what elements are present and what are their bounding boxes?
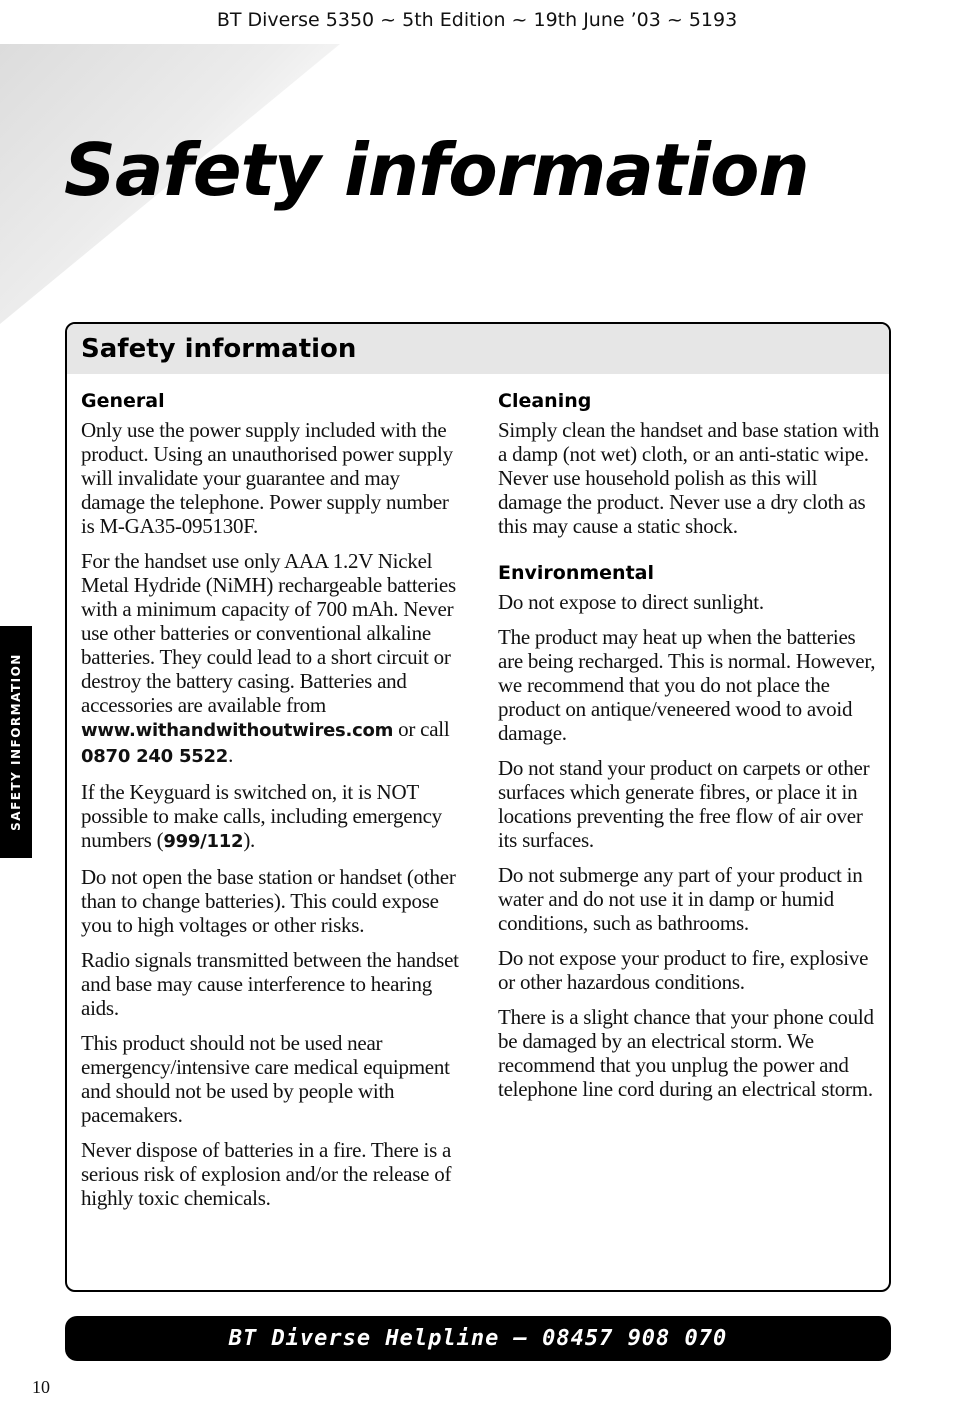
cleaning-heading: Cleaning [498,390,592,412]
keyguard-text: If the Keyguard is switched on, it is NOT possible to make calls, including emergency numbers ( [81,780,442,852]
side-section-tab [0,626,32,858]
environmental-paragraph-water: Do not submerge any part of your product in water and do not use it in damp or humid conditions, such as bathrooms. [498,863,863,935]
helpline-banner [65,1316,891,1361]
website-link[interactable]: www.withandwithoutwires.com [81,720,394,741]
panel-heading: Safety information [81,334,357,364]
left-column [81,390,461,1221]
general-paragraph-do-not-open: Do not open the base station or handset (other than to change batteries). This could expose you to high voltages or other risks. [81,865,456,937]
environmental-paragraph-storm: There is a slight chance that your phone could be damaged by an electrical storm. We recommend that you unplug the power and telephone line cord during an electrical storm. [498,1005,874,1101]
safety-information-panel [65,322,891,1292]
or-call-text: or call [393,717,450,741]
batteries-phone-number: 0870 240 5522 [81,746,229,767]
environmental-paragraph-sunlight: Do not expose to direct sunlight. [498,590,764,614]
page-title: Safety information [64,128,809,212]
general-paragraph-keyguard [81,780,461,854]
cleaning-paragraph: Simply clean the handset and base station with a damp (not wet) cloth, or an anti-static wipe. Never use household polish as this will damage the product. Never use a dry cloth as this may cause a static shock. [498,418,879,538]
general-paragraph-medical: This product should not be used near emergency/intensive care medical equipment and should not be used by people with pacemakers. [81,1031,450,1127]
general-paragraph-disposal: Never dispose of batteries in a fire. There is a serious risk of explosion and/or the release of highly toxic chemicals. [81,1138,452,1210]
page-number: 10 [32,1377,50,1397]
environmental-paragraph-fire: Do not expose your product to fire, explosive or other hazardous conditions. [498,946,869,994]
keyguard-end: ). [243,828,256,852]
panel-header [67,324,889,374]
running-header: BT Diverse 5350 ~ 5th Edition ~ 19th June ’03 ~ 5193 [216,9,738,31]
side-tab-label: SAFETY INFORMATION [9,653,23,831]
environmental-paragraph-carpets: Do not stand your product on carpets or other surfaces which generate fibres, or place it in locations preventing the free flow of air over its surfaces. [498,756,870,852]
general-paragraph-power-supply: Only use the power supply included with the product. Using an unauthorised power supply will invalidate your guarantee and may damage the telephone. Power supply number is M-GA35-095130F. [81,418,453,538]
right-column [498,390,880,1112]
environmental-heading: Environmental [498,562,654,584]
emergency-numbers: 999/112 [163,831,244,852]
batteries-text: For the handset use only AAA 1.2V Nickel Metal Hydride (NiMH) rechargeable batteries with a minimum capacity of 700 mAh. Never use other batteries or conventional alkaline batteries. They could lead to a short circuit or destroy the battery casing. Batteries and accessories are available from [81,549,456,717]
batteries-period: . [228,743,234,767]
general-paragraph-radio-signals: Radio signals transmitted between the handset and base may cause interference to hearing aids. [81,948,459,1020]
environmental-paragraph-heat: The product may heat up when the batteries are being recharged. This is normal. However, we recommend that you do not place the product on antique/veneered wood to avoid damage. [498,625,876,745]
helpline-text: BT Diverse Helpline – 08457 908 070 [228,1326,728,1351]
general-paragraph-batteries [81,549,461,769]
general-heading: General [81,390,165,412]
